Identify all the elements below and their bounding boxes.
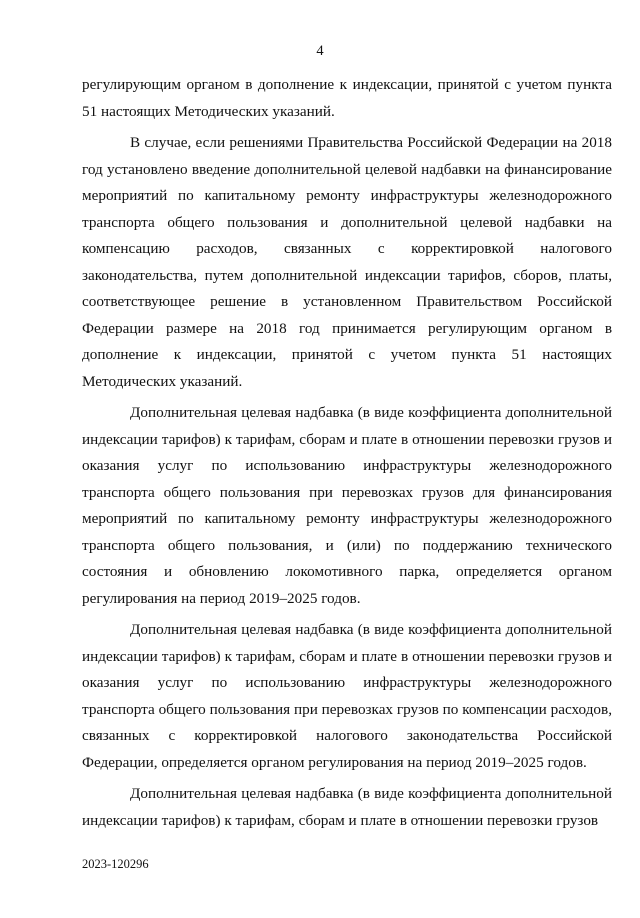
paragraph: Дополнительная целевая надбавка (в виде коэффициента дополнительной индексации тарифов) к тарифам, сборам и плате в отношении перевозки грузов и оказания услуг по использованию инфраструктуры железнодорожного транспорта общего пользования при перевозках грузов по компенсации расходов, связанных с корректировкой налогового законодательства Российской Федерации, определяется органом регулирования на период 2019–2025 годов. — [82, 621, 612, 771]
document-body — [82, 72, 612, 839]
page-number: 4 — [316, 43, 324, 59]
paragraph: Дополнительная целевая надбавка (в виде коэффициента дополнительной индексации тарифов) к тарифам, сборам и плате в отношении перевозки грузов и оказания услуг по использованию инфраструктуры железнодорожного транспорта общего пользования при перевозках грузов для финансирования мероприятий по капитальному ремонту инфраструктуры железнодорожного транспорта общего пользования, и (или) по поддержанию технического состояния и обновлению локомотивного парка, определяется органом регулирования на период 2019–2025 годов. — [82, 404, 612, 607]
document-code: 2023-120296 — [82, 857, 149, 871]
paragraph: В случае, если решениями Правительства Российской Федерации на 2018 год установлено введение дополнительной целевой надбавки на финансирование мероприятий по капитальному ремонту инфраструктуры железнодорожного транспорта общего пользования и дополнительной целевой надбавки на компенсацию расходов, связанных с корректировкой налогового законодательства, путем дополнительной индексации тарифов, сборов, платы, соответствующее решение в установленном Правительством Российской Федерации размере на 2018 год принимается регулирующим органом в дополнение к индексации, принятой с учетом пункта 51 настоящих Методических указаний. — [82, 134, 612, 390]
paragraph-continuation: регулирующим органом в дополнение к индексации, принятой с учетом пункта 51 настоящих Методических указаний. — [82, 76, 612, 120]
paragraph: Дополнительная целевая надбавка (в виде коэффициента дополнительной индексации тарифов) к тарифам, сборам и плате в отношении перевозки грузов — [82, 785, 612, 829]
